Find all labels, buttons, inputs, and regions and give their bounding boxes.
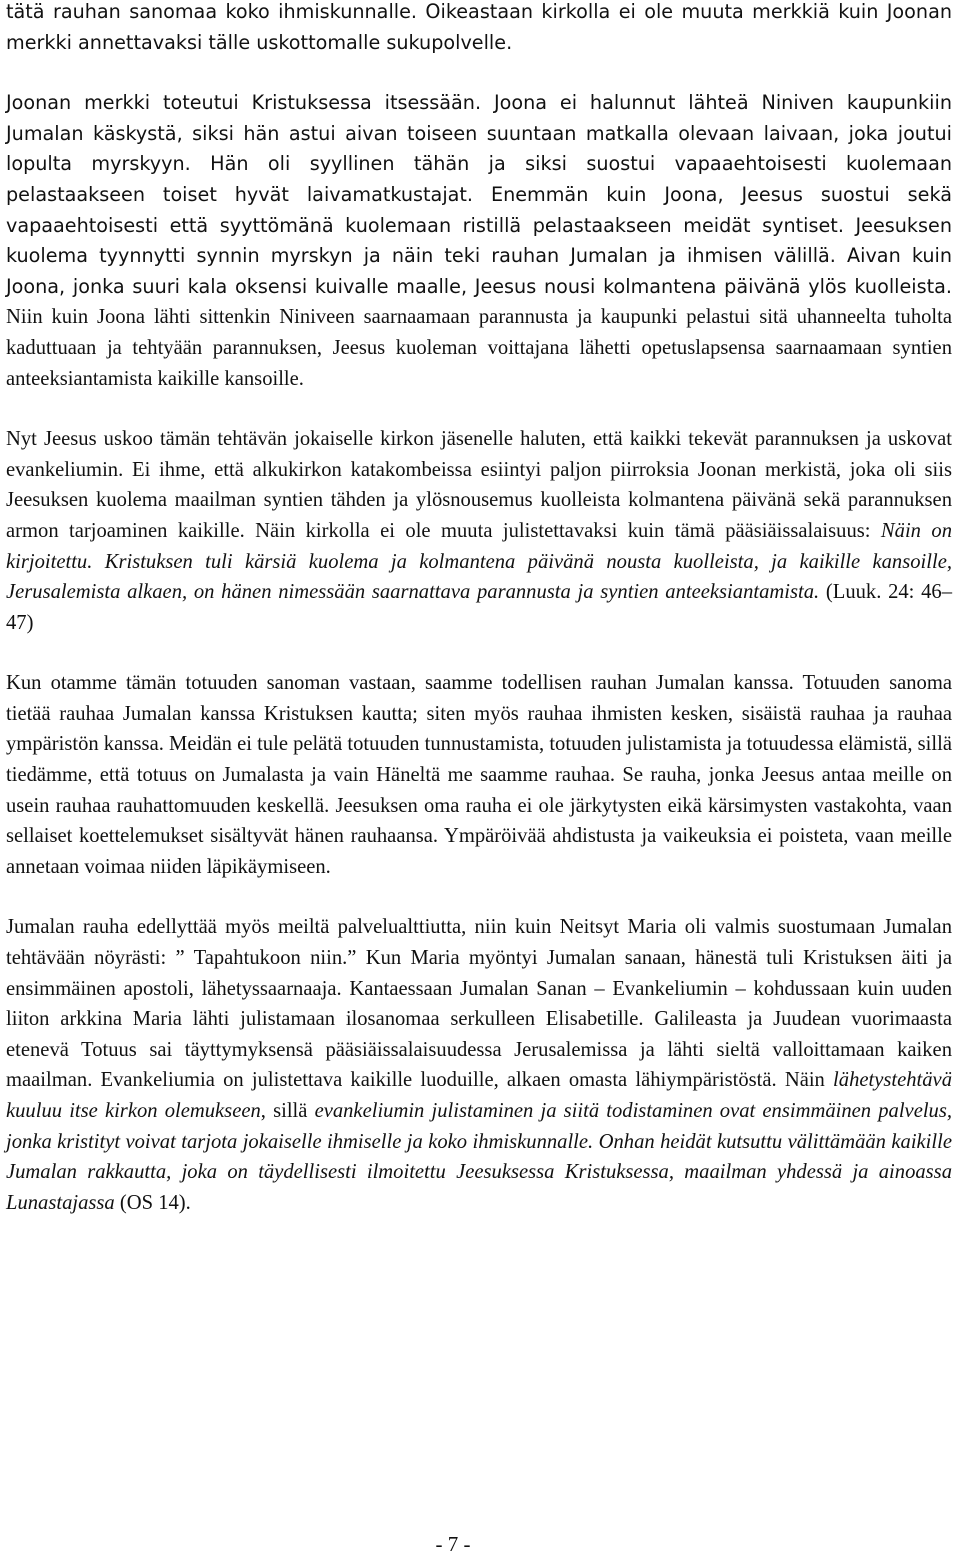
text-segment: Nyt Jeesus uskoo tämän tehtävän jokaiselle kirkon jäsenelle haluten, että kaikki tekevät parannuksen ja uskovat evankeliumin. [6, 428, 952, 481]
text-segment: tätä rauhan sanomaa koko ihmiskunnalle. Oikeastaan kirkolla ei ole muuta merkkiä kuin Joonan merkki annettavaksi tälle uskottomalle sukupolvelle. [6, 0, 952, 54]
text-segment: Kun otamme tämän totuuden sanoman vastaan, saamme todellisen rauhan Jumalan kanssa. Totuuden sanoma tietää rauhaa Jumalan kanssa Kristuksen kautta; siten myös rauhaa ihmisten kesken, sisäistä rauhaa ja rauhaa ympäristön kanssa. Meidän ei tule pelätä totuuden tunnustamista, totuuden julistamista ja totuudessa elämistä, sillä tiedämme, että totuus on Jumalasta ja vain Häneltä me saamme rauhaa. Se rauha, jonka Jeesus antaa meille on usein rauhaa rauhattomuuden keskellä. Jeesuksen oma rauha ei ole järkytysten eikä kärsimysten vastakohta, vaan sellaiset koettelemukset sisältyvät hänen rauhaansa. Ympäröivää ahdistusta ja vaikeuksia ei poisteta, vaan meille annetaan voimaa niiden läpikäymiseen. [6, 672, 952, 878]
paragraph-service [6, 912, 952, 1218]
italic-quote: Näin on kirjoitettu. [6, 519, 952, 573]
italic-emphasis: lähetystehtävä kuuluu itse kirkon olemukseen [6, 1069, 952, 1122]
text-segment: Enemmän kuin Joona, Jeesus suostui sekä vapaaehtoisesti että syyttömänä kuolemaan ristillä pelastaakseen meidät syntiset. [6, 182, 952, 237]
document-page [6, 0, 952, 1218]
text-segment: Aivan kuin Joona, jonka suuri kala oksensi kuivalle maalle, Jeesus nousi kolmantena päivänä ylös kuolleista. [6, 244, 952, 298]
text-segment: Joonan merkki toteutui Kristuksessa itsessään. Joona ei halunnut lähteä Niniven kaupunkiin Jumalan käskystä, siksi hän astui aivan toiseen suuntaan matkalla olevaan laivaan, joka joutui lopulta myrskyyn. Hän oli syyllinen tähän ja siksi suostui vapaaehtoisesti kuolemaan pelastaakseen toiset hyvät laivamatkustajat. [6, 91, 952, 206]
text-segment: Ei ihme, että alkukirkon katakombeissa esiintyi paljon piirroksia Joonan merkistä, joka oli siis Jeesuksen kuolema maailman syntien tähden ja ylösnousemus kuolleista kolmantena päivänä sekä parannuksen armon tarjoaminen kaikille. [6, 458, 952, 542]
italic-quote: Kristuksen tuli kärsiä kuolema ja kolmantena päivänä nousta kuolleista, ja kaikille kansoille, Jerusalemista alkaen, on hänen nimessään saarnattava parannusta ja syntien anteeksiantamista. [6, 550, 952, 604]
document-reference: (OS 14). [114, 1191, 191, 1214]
text-segment: Näin kirkolla ei ole muuta julistettavaksi kuin tämä pääsiäissalaisuus: [244, 519, 881, 542]
text-segment: Niin kuin Joona lähti sittenkin Niniveen saarnaamaan parannusta ja kaupunki pelastui sitä uhanneelta tuholta kaduttuaan ja tehtyään parannuksen, Jeesus kuoleman voittajana lähetti opetuslapsensa saarnaamaan syntien anteeksiantamista kaikille kansoille. [6, 306, 952, 390]
page-number: - 7 - [435, 1532, 471, 1556]
text-segment: , sillä [260, 1100, 315, 1122]
paragraph-peace [6, 668, 952, 882]
paragraph-jonah-sign [6, 88, 952, 394]
paragraph-mission [6, 424, 952, 638]
scripture-reference: (Luuk. 24: 46–47) [6, 581, 952, 634]
text-segment: Jeesuksen kuolema tyynnytti synnin myrskyn ja näin teki rauhan Jumalan ja ihmisen välillä. [6, 213, 952, 268]
text-segment: Jumalan rauha edellyttää myös meiltä palvelualttiutta, niin kuin Neitsyt Maria oli valmis suostumaan Jumalan tehtävään nöyrästi: ” Tapahtukoon niin.” Kun Maria myöntyi Jumalan sanaan, hänestä tuli Kristuksen äiti ja ensimmäinen apostoli, lähetyssaarnaaja. Kantaessaan Jumalan Sanan – Evankeliumin – kohdussaan kuin uuden liiton arkkina Maria lähti julistamaan ilosanomaa serkulleen Elisabetille. Galileasta ja Juudean vuorimaasta etenevä Totuus sai täyttymyksensä pääsiäissalaisuudessa Jerusalemissa ja lähti sieltä valloittamaan kaiken maailman. Evankeliumia on julistettava kaikille luoduille, alkaen omasta lähiympäristöstä. Näin [6, 916, 952, 1092]
italic-quote: evankeliumin julistaminen ja siitä todistaminen ovat ensimmäinen palvelus, jonka kristityt voivat tarjota jokaiselle ihmiselle ja koko ihmiskunnalle. Onhan heidät kutsuttu välittämään kaikille Jumalan rakkautta, joka on täydellisesti ilmoitettu Jeesuksessa Kristuksessa, maailman yhdessä ja ainoassa Lunastajassa [6, 1100, 953, 1214]
paragraph-intro [6, 0, 952, 58]
